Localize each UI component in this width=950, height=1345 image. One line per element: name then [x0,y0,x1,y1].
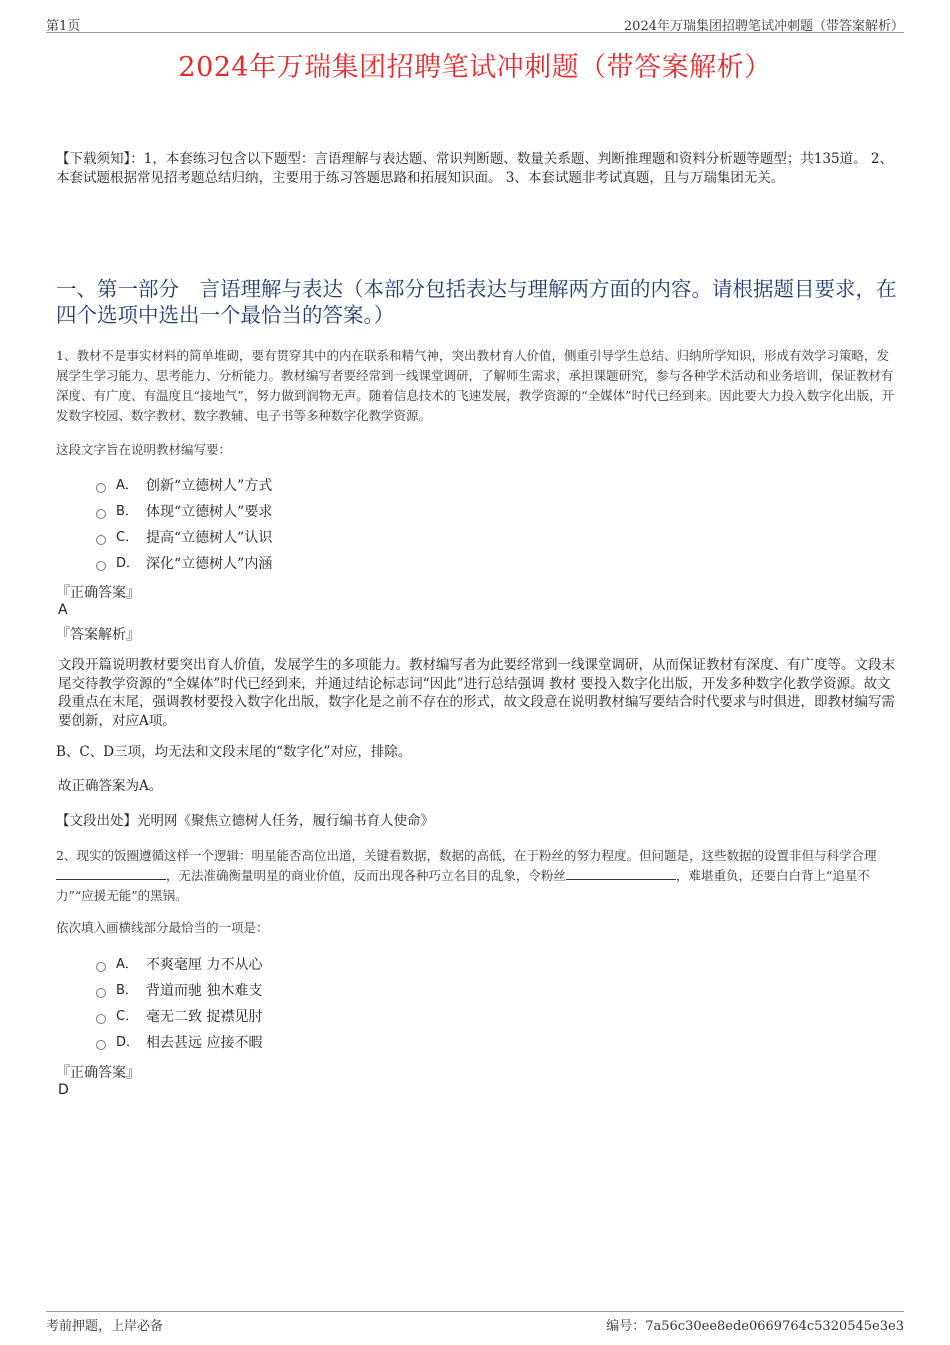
q2-answer: D [58,1082,69,1098]
header-doc-title: 2024年万瑞集团招聘笔试冲刺题（带答案解析） [623,19,904,34]
question-1-prompt: 这段文字旨在说明教材编写要： [56,442,232,457]
q1-option-d[interactable]: D． 深化“立德树人”内涵 [96,551,272,577]
footer-slogan: 考前押题，上岸必备 [46,1319,164,1334]
q1-option-b[interactable]: B． 体现“立德树人”要求 [96,499,272,525]
q1-analysis-p1: 文段开篇说明教材要突出育人价值，发展学生的多项能力。教材编写者为此要经常到一线课堂调研，从而保证教材有深度、有广度等。文段末尾交待教学资源的“全媒体”时代已经到来，并通过结论标志词“因此”进行总结强调 教材 要投入数字化出版，开发多种数字化教学资源。故文段重点在末尾，强调教材要投入数字化出版，数字化是之前不存在的形式，故文段意在说明教材编写要结合时代要求与时俱进，即教材编写需要创新，对应A项。 [58,657,895,729]
q1-source: 【文段出处】光明网《聚焦立德树人任务，履行编书育人使命》 [56,813,434,829]
q1-answer: A [58,602,68,618]
radio-icon[interactable] [96,1040,106,1050]
fill-blank-2[interactable] [566,867,676,880]
radio-icon[interactable] [96,988,106,998]
fill-blank-1[interactable] [56,867,166,880]
radio-icon[interactable] [96,1014,106,1024]
question-1-text: 1、教材不是事实材料的简单堆砌，要有贯穿其中的内在联系和精气神，突出教材育人价值，侧重引导学生总结、归纳所学知识，形成有效学习策略，发展学生学习能力、思考能力、分析能力。教材编写者要经常到一线课堂调研，了解师生需求，承担课题研究，参与各种学术活动和业务培训，保证教材有深度、有广度、有温度且“接地气”，努力做到润物无声。随着信息技术的飞速发展，教学资源的“全媒体”时代已经到来。因此要大力投入数字化出版，开发数字校园、数字教材、数字教辅、电子书等多种数字化教学资源。 [56,348,895,423]
radio-icon[interactable] [96,535,106,545]
footer-doc-id: 编号：7a56c30ee8ede0669764c5320545e3e3 [606,1319,904,1334]
q1-analysis-label: 『答案解析』 [56,627,140,643]
radio-icon[interactable] [96,561,106,571]
question-2-prompt: 依次填入画横线部分最恰当的一项是： [56,920,269,935]
q2-option-b[interactable]: B． 背道而驰 独木难支 [96,978,262,1004]
download-notice: 【下载须知】：1，本套练习包含以下题型：言语理解与表达题、常识判断题、数量关系题、判断推理题和资料分析题等题型；共135道。 2、本套试题根据常见招考题总结归纳，主要用于练习答题思路和拓展知识面。 3、本套试题非考试真题，且与万瑞集团无关。 [56,151,893,186]
q2-answer-label: 『正确答案』 [56,1065,140,1081]
question-2-text: 2、现实的饭圈遵循这样一个逻辑：明星能否高位出道，关键看数据，数据的高低，在于粉丝的努力程度。但问题是，这些数据的设置非但与科学合理，无法准确衡量明星的商业价值，反而出现各种巧立名目的乱象，令粉丝 ，难堪重负，还要白白背上“追星不力”“应援无能”的黑锅。 [56,848,877,903]
radio-icon[interactable] [96,483,106,493]
q1-analysis-p2: B、C、D三项，均无法和文段末尾的“数字化”对应，排除。 [56,744,412,760]
radio-icon[interactable] [96,509,106,519]
q1-option-c[interactable]: C． 提高“立德树人”认识 [96,525,272,551]
q1-analysis-p3: 故正确答案为A。 [58,778,163,794]
document-title: 2024年万瑞集团招聘笔试冲刺题（带答案解析） [178,52,772,83]
q2-option-d[interactable]: D． 相去甚远 应接不暇 [96,1030,262,1056]
question-1-options [96,473,272,577]
radio-icon[interactable] [96,962,106,972]
q2-option-a[interactable]: A． 不爽毫厘 力不从心 [96,952,262,978]
q1-answer-label: 『正确答案』 [56,585,140,601]
page-header [46,14,904,33]
section-heading: 一、第一部分 言语理解与表达（本部分包括表达与理解两方面的内容。请根据题目要求，在四个选项中选出一个最恰当的答案。） [56,277,897,327]
question-2-options [96,952,262,1056]
page-footer [46,1311,904,1332]
page-number: 第1页 [46,19,81,34]
q1-option-a[interactable]: A． 创新“立德树人”方式 [96,473,272,499]
q2-option-c[interactable]: C． 毫无二致 捉襟见肘 [96,1004,262,1030]
